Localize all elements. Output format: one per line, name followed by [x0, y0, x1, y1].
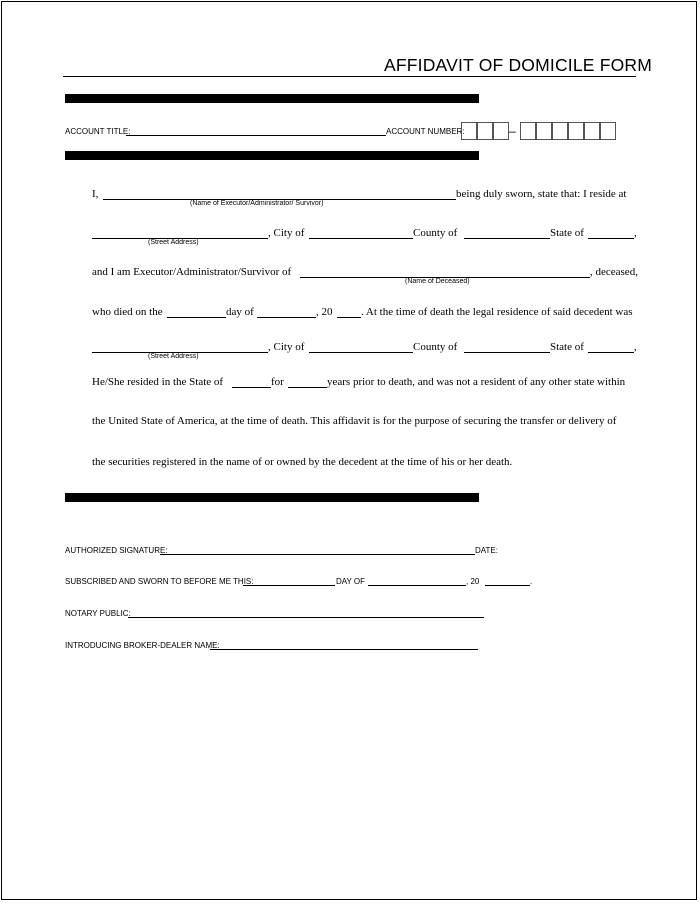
body-line6-a: He/She resided in the State of: [92, 376, 224, 388]
day-of-label: DAY OF: [336, 577, 366, 586]
legal-city-field[interactable]: [309, 352, 413, 353]
body-line1-prefix: I,: [92, 188, 99, 200]
body-line8: the securities registered in the name of or owned by the decedent at the time of his or her death.: [92, 456, 513, 468]
death-month-field[interactable]: [257, 317, 316, 318]
caption-street: (Street Address): [148, 239, 199, 246]
legal-county-field[interactable]: [464, 352, 550, 353]
date-label: DATE:: [475, 546, 498, 555]
county-label: County of: [413, 341, 458, 353]
sworn-month-field[interactable]: [368, 585, 466, 586]
authorized-signature-field[interactable]: [160, 554, 475, 555]
county-field[interactable]: [464, 238, 550, 239]
resided-state-field[interactable]: [232, 387, 271, 388]
period: .: [530, 577, 533, 586]
sworn-year-field[interactable]: [485, 585, 530, 586]
body-line1-suffix: being duly sworn, state that: I reside at: [456, 188, 627, 200]
broker-dealer-field[interactable]: [210, 649, 478, 650]
body-line6-c: years prior to death, and was not a resident of any other state within: [327, 376, 626, 388]
year-prefix: , 20: [466, 577, 480, 586]
sworn-day-field[interactable]: [243, 585, 335, 586]
body-line6-b: for: [271, 376, 284, 388]
title-rule: [63, 76, 636, 77]
comma: ,: [634, 227, 637, 239]
account-number-box[interactable]: [461, 122, 477, 140]
city-label: , City of: [268, 341, 305, 353]
notary-public-label: NOTARY PUBLIC:: [65, 609, 131, 618]
county-label: County of: [413, 227, 458, 239]
body-line3-suffix: , deceased,: [590, 266, 638, 278]
death-year-field[interactable]: [337, 317, 361, 318]
caption-executor: (Name of Executor/Administrator/ Survivor): [190, 200, 324, 207]
death-day-field[interactable]: [167, 317, 226, 318]
section-heading-decedent: II. DECEDENT'S INFORMATION: [67, 151, 222, 162]
body-line7: the United State of America, at the time of death. This affidavit is for the purpose of securing the transfer or delivery of: [92, 415, 617, 427]
broker-dealer-label: INTRODUCING BROKER-DEALER NAME:: [65, 641, 220, 650]
account-number-box[interactable]: [568, 122, 584, 140]
city-field[interactable]: [309, 238, 413, 239]
notary-public-field[interactable]: [128, 617, 484, 618]
account-number-box[interactable]: [600, 122, 616, 140]
caption-deceased: (Name of Deceased): [405, 278, 470, 285]
account-number-dash: –: [509, 124, 516, 138]
body-line4-d: . At the time of death the legal residence of said decedent was: [361, 306, 633, 318]
account-number-box[interactable]: [536, 122, 552, 140]
section-heading-signature: III. SIGNATURE: [67, 493, 148, 504]
account-number-label: ACCOUNT NUMBER:: [386, 127, 465, 136]
city-label: , City of: [268, 227, 305, 239]
section-heading-account: I. ACCOUNT INFORMATION: [67, 94, 209, 105]
caption-street: (Street Address): [148, 353, 199, 360]
body-line4-b: day of: [226, 306, 254, 318]
account-number-box[interactable]: [493, 122, 509, 140]
legal-state-field[interactable]: [588, 352, 634, 353]
state-label: State of: [550, 341, 584, 353]
state-label: State of: [550, 227, 584, 239]
state-field[interactable]: [588, 238, 634, 239]
comma: ,: [634, 341, 637, 353]
account-number-box[interactable]: [584, 122, 600, 140]
body-line4-c: , 20: [316, 306, 333, 318]
account-title-field[interactable]: [126, 135, 386, 136]
years-field[interactable]: [288, 387, 327, 388]
form-title: AFFIDAVIT OF DOMICILE FORM: [384, 55, 653, 75]
account-number-box[interactable]: [477, 122, 493, 140]
body-line4-a: who died on the: [92, 306, 163, 318]
authorized-signature-label: AUTHORIZED SIGNATURE:: [65, 546, 168, 555]
subscribed-label: SUBSCRIBED AND SWORN TO BEFORE ME THIS:: [65, 577, 254, 586]
account-number-box[interactable]: [552, 122, 568, 140]
body-line3-prefix: and I am Executor/Administrator/Survivor of: [92, 266, 292, 278]
account-number-box[interactable]: [520, 122, 536, 140]
account-title-label: ACCOUNT TITLE:: [65, 127, 131, 136]
